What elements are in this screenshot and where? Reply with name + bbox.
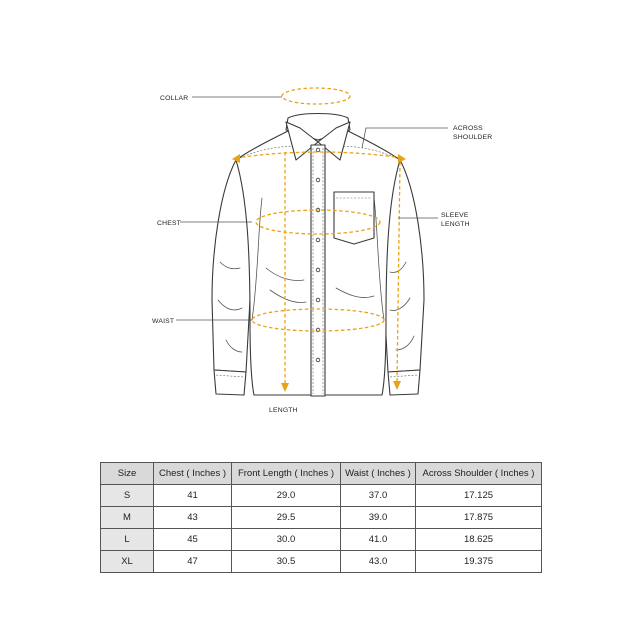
cell-size: S [101, 485, 154, 507]
table-row [101, 551, 542, 573]
header-front-length: Front Length ( Inches ) [232, 463, 341, 485]
cell-chest: 43 [154, 507, 232, 529]
cell-across-shoulder: 17.125 [416, 485, 542, 507]
table-row [101, 529, 542, 551]
cell-front-length: 29.5 [232, 507, 341, 529]
label-across-shoulder-2: SHOULDER [453, 134, 493, 141]
label-across-shoulder-1: ACROSS [453, 125, 483, 132]
header-waist: Waist ( Inches ) [341, 463, 416, 485]
cell-waist: 41.0 [341, 529, 416, 551]
cell-size: L [101, 529, 154, 551]
cell-chest: 41 [154, 485, 232, 507]
table-header-row [101, 463, 542, 485]
cell-front-length: 30.5 [232, 551, 341, 573]
label-length: LENGTH [269, 407, 298, 414]
cell-waist: 43.0 [341, 551, 416, 573]
cell-across-shoulder: 19.375 [416, 551, 542, 573]
cell-waist: 39.0 [341, 507, 416, 529]
cell-across-shoulder: 17.875 [416, 507, 542, 529]
cell-size: XL [101, 551, 154, 573]
header-across-shoulder: Across Shoulder ( Inches ) [416, 463, 542, 485]
cell-across-shoulder: 18.625 [416, 529, 542, 551]
cell-chest: 47 [154, 551, 232, 573]
header-size: Size [101, 463, 154, 485]
label-sleeve-length-1: SLEEVE [441, 212, 469, 219]
label-sleeve-length-2: LENGTH [441, 221, 470, 228]
collar-measure [282, 88, 350, 104]
table-row [101, 485, 542, 507]
cell-size: M [101, 507, 154, 529]
cell-front-length: 30.0 [232, 529, 341, 551]
label-waist: WAIST [152, 318, 175, 325]
size-chart-table [100, 462, 542, 573]
label-collar: COLLAR [160, 95, 189, 102]
header-chest: Chest ( Inches ) [154, 463, 232, 485]
cell-front-length: 29.0 [232, 485, 341, 507]
shirt-illustration [212, 114, 424, 397]
cell-waist: 37.0 [341, 485, 416, 507]
cell-chest: 45 [154, 529, 232, 551]
label-chest: CHEST [157, 220, 182, 227]
table-row [101, 507, 542, 529]
